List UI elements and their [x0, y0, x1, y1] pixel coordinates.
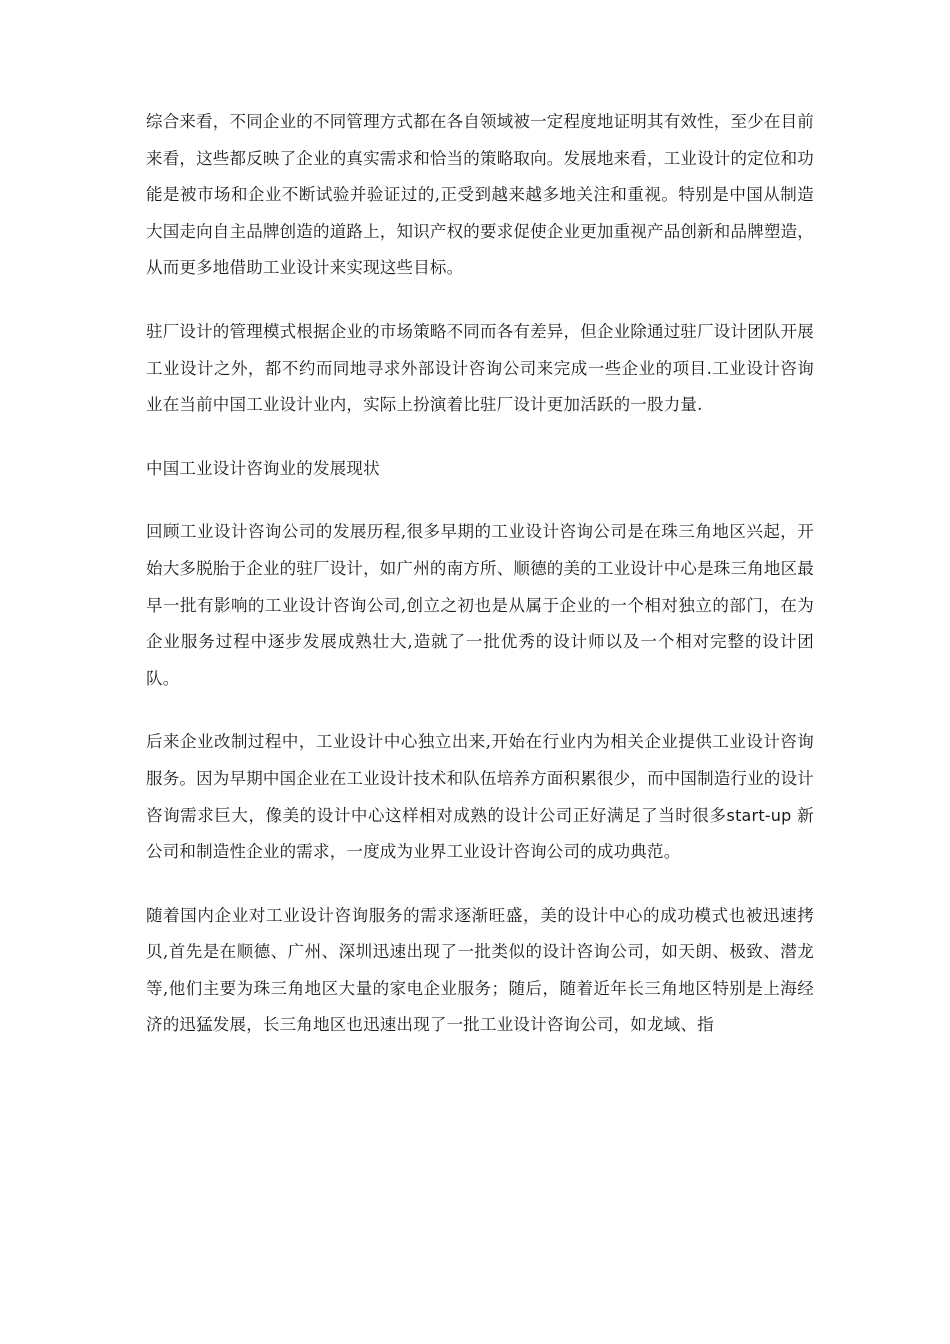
- startup-term: start-up: [726, 805, 792, 825]
- paragraph-overview: 综合来看，不同企业的不同管理方式都在各自领域被一定程度地证明其有效性，至少在目前来看，这些都反映了企业的真实需求和恰当的策略取向。发展地来看，工业设计的定位和功能是被市场和企业不断试验并验证过的,正受到越来越多地关注和重视。特别是中国从制造大国走向自主品牌创造的道路上，知识产权的要求促使企业更加重视产品创新和品牌塑造，从而更多地借助工业设计来实现这些目标。: [146, 112, 814, 278]
- paragraph-startup-text-after: 新公司和制造性企业的需求，一度成为业界工业设计咨询公司的成功典范。: [146, 805, 814, 862]
- paragraph-resident-design: 驻厂设计的管理模式根据企业的市场策略不同而各有差异，但企业除通过驻厂设计团队开展工业设计之外，都不约而同地寻求外部设计咨询公司来完成一些企业的项目.工业设计咨询业在当前中国工业设计业内，实际上扮演着比驻厂设计更加活跃的一股力量.: [146, 321, 814, 415]
- paragraph-history: 回顾工业设计咨询公司的发展历程,很多早期的工业设计咨询公司是在珠三角地区兴起，开始大多脱胎于企业的驻厂设计，如广州的南方所、顺德的美的工业设计中心是珠三角地区最早一批有影响的工业设计咨询公司,创立之初也是从属于企业的一个相对独立的部门，在为企业服务过程中逐步发展成熟壮大,造就了一批优秀的设计师以及一个相对完整的设计团队。: [146, 522, 814, 688]
- paragraph-startup: [146, 724, 814, 870]
- paragraph-startup-text-before: 后来企业改制过程中，工业设计中心独立出来,开始在行业内为相关企业提供工业设计咨询服务。因为早期中国企业在工业设计技术和队伍培养方面积累很少，而中国制造行业的设计咨询需求巨大，像美的设计中心这样相对成熟的设计公司正好满足了当时很多: [146, 732, 814, 825]
- section-heading: 中国工业设计咨询业的发展现状: [146, 458, 380, 478]
- paragraph-expansion: 随着国内企业对工业设计咨询服务的需求逐渐旺盛，美的设计中心的成功模式也被迅速拷贝,首先是在顺德、广州、深圳迅速出现了一批类似的设计咨询公司，如天朗、极致、潜龙等,他们主要为珠三角地区大量的家电企业服务；随后，随着近年长三角地区特别是上海经济的迅猛发展，长三角地区也迅速出现了一批工业设计咨询公司，如龙域、指: [146, 905, 814, 1035]
- document-body: [146, 104, 814, 1071]
